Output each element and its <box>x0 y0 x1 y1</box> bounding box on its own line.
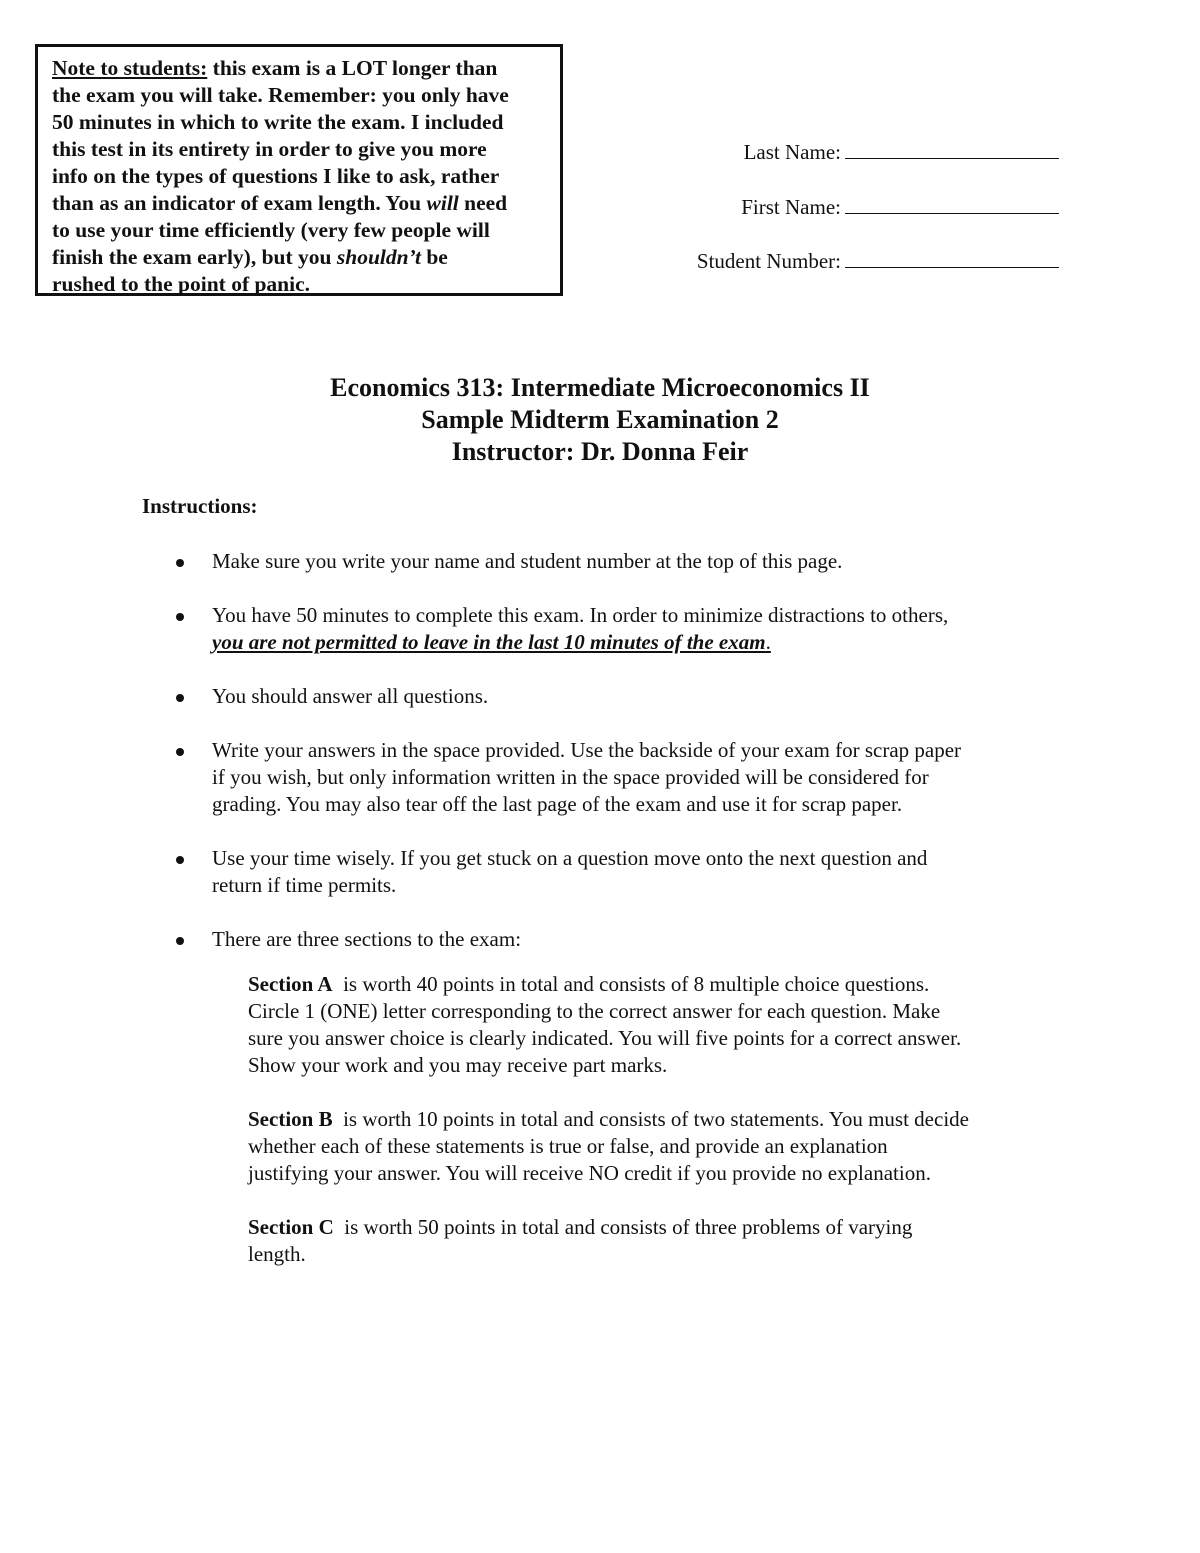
note-label: Note to students: <box>52 56 208 80</box>
exam-title-block <box>0 372 1200 468</box>
bullet-icon <box>176 559 184 567</box>
section-b-label: Section B <box>248 1107 333 1131</box>
instruction-text: . <box>765 630 771 654</box>
first-name-blank[interactable] <box>845 195 1059 214</box>
note-emphasis: will <box>426 191 459 215</box>
note-line: 50 minutes in which to write the exam. I included <box>52 110 504 134</box>
instructor-title: Instructor: Dr. Donna Feir <box>451 437 749 466</box>
note-line: this test in its entirety in order to give you more <box>52 137 487 161</box>
list-item <box>172 683 1072 710</box>
first-name-row <box>697 195 1059 250</box>
instruction-text: You should answer all questions. <box>212 684 489 708</box>
instruction-text: Use your time wisely. If you get stuck on a question move onto the next question and <box>212 846 928 870</box>
bullet-icon <box>176 856 184 864</box>
note-line: info on the types of questions I like to ask, rather <box>52 164 500 188</box>
first-name-label: First Name: <box>741 194 841 219</box>
bullet-icon <box>176 613 184 621</box>
list-item <box>172 602 1072 656</box>
bullet-icon <box>176 748 184 756</box>
note-text: be <box>420 245 448 269</box>
section-text <box>248 1214 1072 1241</box>
list-item <box>172 845 1072 899</box>
course-title: Economics 313: Intermediate Microeconomics II <box>330 373 870 402</box>
sections-description <box>212 971 1072 1268</box>
instruction-text: There are three sections to the exam: <box>212 927 522 951</box>
section-text: Show your work and you may receive part marks. <box>248 1053 668 1077</box>
student-number-label: Student Number: <box>696 249 841 273</box>
section-c-description <box>248 1214 1072 1268</box>
section-c-label: Section C <box>248 1215 334 1239</box>
last-name-blank[interactable] <box>845 140 1059 159</box>
note-text: this exam is a LOT longer than <box>207 56 498 80</box>
instruction-text <box>212 629 1072 656</box>
note-emphasis: shouldn’t <box>336 245 421 269</box>
section-text: Circle 1 (ONE) letter corresponding to the correct answer for each question. Make <box>248 999 941 1023</box>
note-to-students-box <box>35 44 563 296</box>
section-text <box>248 1106 1072 1133</box>
last-name-row <box>697 140 1059 195</box>
instructions-heading: Instructions: <box>142 494 258 518</box>
section-text: length. <box>248 1242 306 1266</box>
instructions-list <box>172 548 1072 1295</box>
instruction-text: Write your answers in the space provided. Use the backside of your exam for scrap paper <box>212 738 962 762</box>
exam-title: Sample Midterm Examination 2 <box>421 405 779 434</box>
instruction-text: if you wish, but only information written in the space provided will be considered for <box>212 765 929 789</box>
note-line <box>52 55 560 82</box>
section-b-description <box>248 1106 1072 1187</box>
section-text: justifying your answer. You will receive NO credit if you provide no explanation. <box>248 1161 931 1185</box>
note-line: to use your time efficiently (very few people will <box>52 218 490 242</box>
instruction-text: grading. You may also tear off the last page of the exam and use it for scrap paper. <box>212 792 903 816</box>
section-text: is worth 10 points in total and consists of two statements. You must decide <box>332 1107 969 1131</box>
instruction-text: You have 50 minutes to complete this exam. In order to minimize distractions to others, <box>212 603 949 627</box>
section-a-label: Section A <box>248 972 333 996</box>
instruction-text: Make sure you write your name and student number at the top of this page. <box>212 549 843 573</box>
emphasized-rule: you are not permitted to leave in the last 10 minutes of the exam <box>212 630 766 654</box>
list-item <box>172 737 1072 818</box>
note-text: need <box>458 191 508 215</box>
note-line <box>52 244 560 271</box>
student-id-fields <box>697 140 1059 304</box>
list-item <box>172 548 1072 575</box>
note-text: finish the exam early), but you <box>52 245 337 269</box>
section-text: sure you answer choice is clearly indicated. You will five points for a correct answer. <box>248 1026 962 1050</box>
section-text: whether each of these statements is true or false, and provide an explanation <box>248 1134 888 1158</box>
last-name-label: Last Name: <box>743 140 841 164</box>
student-number-row <box>697 249 1059 304</box>
list-item <box>172 926 1072 1268</box>
section-text <box>248 971 1072 998</box>
bullet-icon <box>176 937 184 945</box>
instruction-text: return if time permits. <box>212 873 397 897</box>
note-line <box>52 190 560 217</box>
section-a-description <box>248 971 1072 1079</box>
bullet-icon <box>176 694 184 702</box>
student-number-blank[interactable] <box>845 249 1059 268</box>
note-text: than as an indicator of exam length. You <box>52 191 427 215</box>
section-text: is worth 50 points in total and consists of three problems of varying <box>333 1215 913 1239</box>
note-line: the exam you will take. Remember: you only have <box>52 83 509 107</box>
note-line: rushed to the point of panic. <box>52 272 311 296</box>
section-text: is worth 40 points in total and consists of 8 multiple choice questions. <box>332 972 930 996</box>
